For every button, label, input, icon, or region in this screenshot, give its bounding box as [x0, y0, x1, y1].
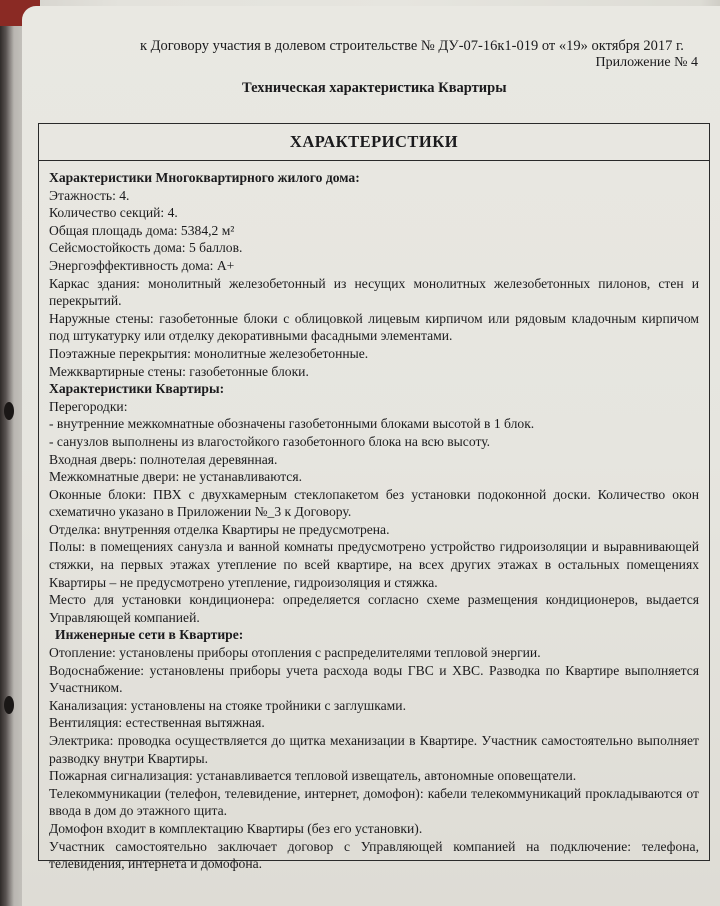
document-title: Техническая характеристика Квартиры: [242, 80, 507, 96]
apartment-windows: Оконные блоки: ПВХ с двухкамерным стеклопакетом без установки подоконной доски. Количество окон схематично указано в Приложении №_3 к Договору.: [49, 486, 699, 520]
networks-water: Водоснабжение: установлены приборы учета расхода воды ГВС и ХВС. Разводка по Квартире выполняется Участником.: [49, 662, 699, 696]
networks-heating: Отопление: установлены приборы отопления с распределителями тепловой энергии.: [49, 645, 541, 661]
networks-ventilation: Вентиляция: естественная вытяжная.: [49, 715, 265, 731]
apartment-partitions-internal: - внутренние межкомнатные обозначены газобетонными блоками высотой в 1 блок.: [49, 416, 535, 432]
networks-telecom: Телекоммуникации (телефон, телевидение, интернет, домофон): кабели телекоммуникаций прокладываются от ввода в дом до этажного щита.: [49, 785, 699, 819]
apartment-interior-doors: Межкомнатные двери: не устанавливаются.: [49, 469, 302, 485]
apartment-partitions-bathroom: - санузлов выполнены из влагостойкого газобетонного блока на всю высоту.: [49, 433, 491, 449]
building-floors: Этажность: 4.: [49, 187, 130, 203]
table-body: [39, 161, 709, 873]
apartment-entrance-door: Входная дверь: полнотелая деревянная.: [49, 451, 278, 467]
networks-sewage: Канализация: установлены на стояке тройники с заглушками.: [49, 697, 406, 713]
networks-section-heading: Инженерные сети в Квартире:: [55, 627, 244, 643]
table-heading: ХАРАКТЕРИСТИКИ: [39, 124, 709, 161]
building-floor-slabs: Поэтажные перекрытия: монолитные железобетонные.: [49, 345, 369, 361]
appendix-label: Приложение № 4: [595, 55, 698, 70]
building-section-heading: Характеристики Многоквартирного жилого дома:: [49, 170, 360, 185]
apartment-partitions: Перегородки:: [49, 398, 128, 414]
apartment-finishing: Отделка: внутренняя отделка Квартиры не предусмотрена.: [49, 521, 390, 537]
networks-contract-note: Участник самостоятельно заключает договор с Управляющей компанией на подключение: телефона, телевидения, интернета и домофона.: [49, 838, 699, 872]
characteristics-table: [38, 123, 710, 872]
networks-electrics: Электрика: проводка осуществляется до щитка механизации в Квартире. Участник самостоятельно выполняет разводку внутри Квартиры.: [49, 733, 699, 766]
building-outer-walls: Наружные стены: газобетонные блоки с облицовкой лицевым кирпичом или рядовым кладочным кирпичом под штукатурку или отделку декоративными фасадными элементами.: [49, 310, 699, 344]
building-seismic: Сейсмостойкость дома: 5 баллов.: [49, 240, 243, 256]
apartment-ac-location: Место для установки кондиционера: определяется согласно схеме размещения кондиционеров, выдается Управляющей компанией.: [49, 592, 699, 625]
networks-intercom: Домофон входит в комплектацию Квартиры (без его установки).: [49, 820, 423, 836]
networks-fire-alarm: Пожарная сигнализация: устанавливается тепловой извещатель, автономные оповещатели.: [49, 768, 577, 784]
building-energy: Энергоэффективность дома: А+: [49, 257, 235, 273]
building-frame: Каркас здания: монолитный железобетонный из несущих монолитных железобетонных пилонов, стен и перекрытий.: [49, 275, 699, 309]
binder-hole: [4, 696, 14, 714]
binder-hole: [4, 402, 14, 420]
building-interapartment-walls: Межквартирные стены: газобетонные блоки.: [49, 363, 309, 379]
apartment-floors: Полы: в помещениях санузла и ванной комнаты предусмотрено устройство гидроизоляции и выравнивающей стяжки, на первых этажах утепление по всей квартире, на всех других этажах в остальных помещениях Квартиры – не предусмотрено утепление, гидроизоляция и стяжка.: [49, 539, 699, 590]
appendix-number: [596, 55, 699, 71]
building-sections: Количество секций: 4.: [49, 205, 178, 221]
contract-reference: к Договору участия в долевом строительстве № ДУ-07-16к1-019 от «19» октября 2017 г.: [140, 38, 684, 54]
apartment-section-heading: Характеристики Квартиры:: [49, 381, 225, 397]
building-area: Общая площадь дома: 5384,2 м²: [49, 222, 235, 238]
